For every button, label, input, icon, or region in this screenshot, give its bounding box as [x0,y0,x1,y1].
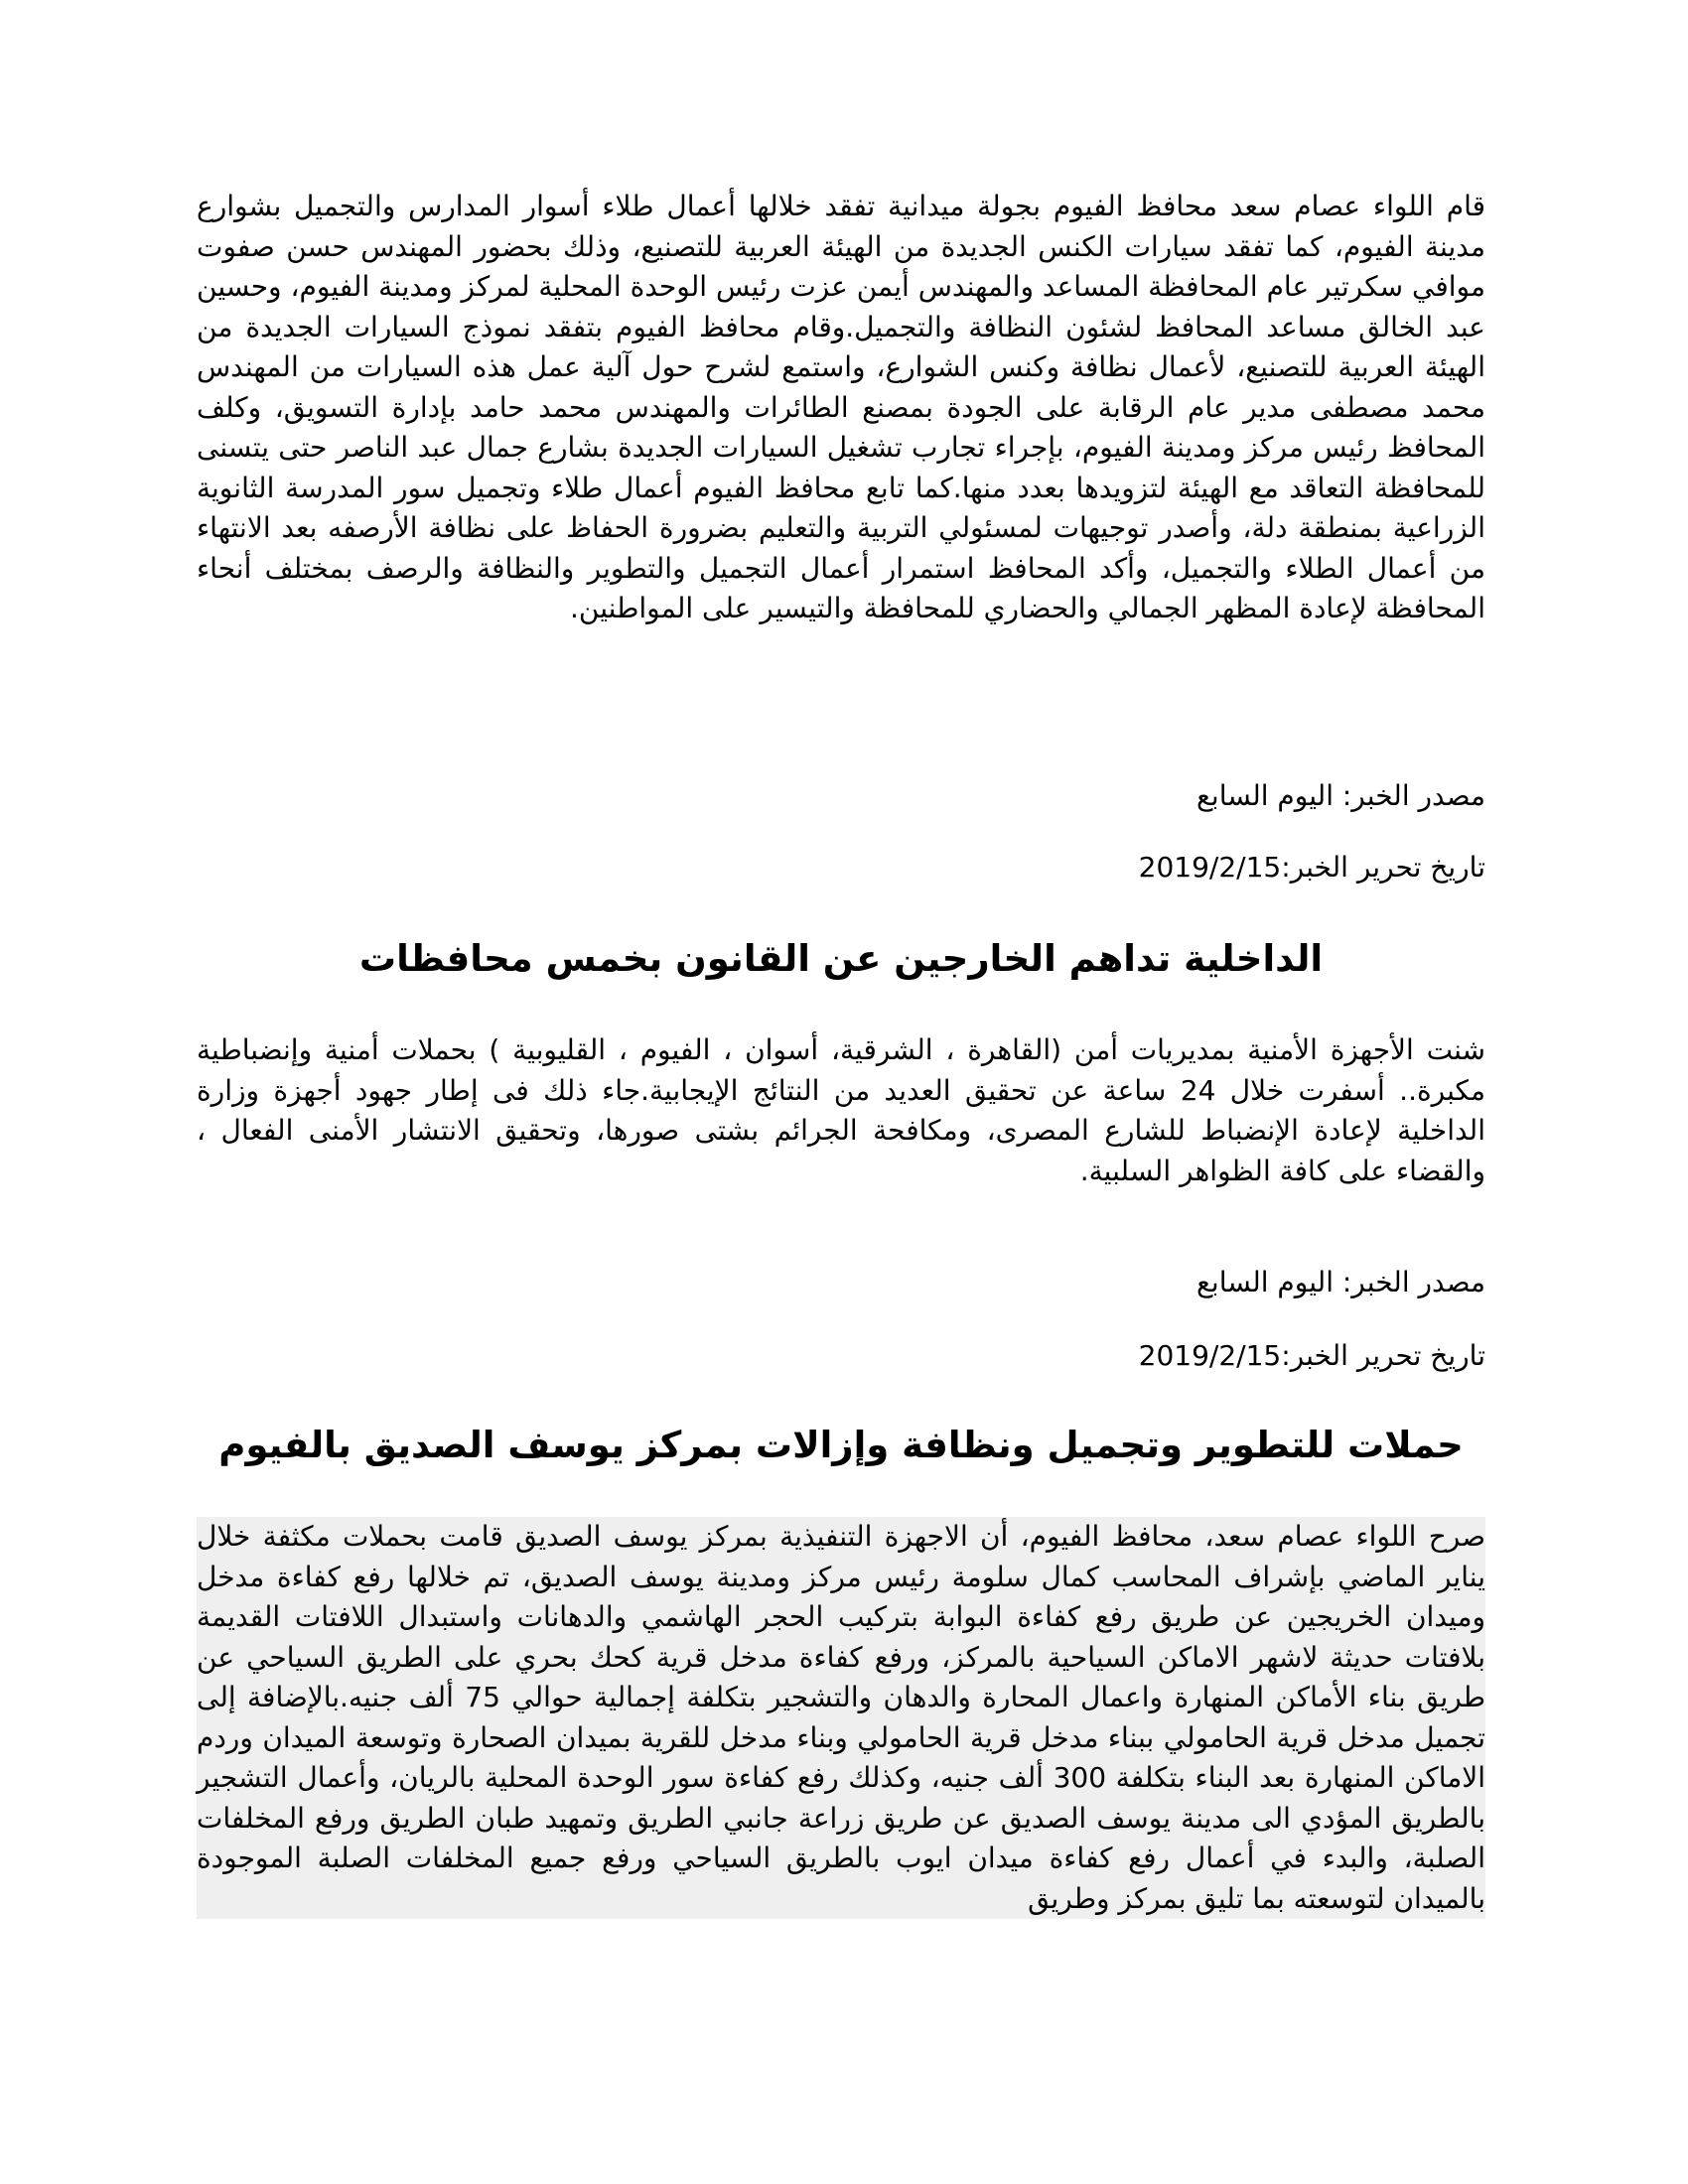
article-2-title: الداخلية تداهم الخارجين عن القانون بخمس محافظات [358,937,1324,980]
article-1-date: تاريخ تحرير الخبر:2019/2/15 [1138,851,1485,884]
article-2-date: تاريخ تحرير الخبر:2019/2/15 [1138,1339,1485,1372]
article-1-source: مصدر الخبر: اليوم السابع [1196,779,1485,812]
article-1-body: قام اللواء عصام سعد محافظ الفيوم بجولة ميدانية تفقد خلالها أعمال طلاء أسوار المدارس والتجميل بشوارع مدينة الفيوم، كما تفقد سيارات الكنس الجديدة من الهيئة العربية للتصنيع، وذلك بحضور المهندس حسن صفوت موافي سكرتير عام المحافظة المساعد والمهندس أيمن عزت رئيس الوحدة المحلية لمركز ومدينة الفيوم، وحسين عبد الخالق مساعد المحافظ لشئون النظافة والتجميل.وقام محافظ الفيوم بتفقد نموذج السيارات الجديدة من الهيئة العربية للتصنيع، لأعمال نظافة وكنس الشوارع، واستمع لشرح حول آلية عمل هذه السيارات من المهندس محمد مصطفى مدير عام الرقابة على الجودة بمصنع الطائرات والمهندس محمد حامد بإدارة التسويق، وكلف المحافظ رئيس مركز ومدينة الفيوم، بإجراء تجارب تشغيل السيارات الجديدة بشارع جمال عبد الناصر حتى يتسنى للمحافظة التعاقد مع الهيئة لتزويدها بعدد منها.كما تابع محافظ الفيوم أعمال طلاء وتجميل سور المدرسة الثانوية الزراعية بمنطقة دلة، وأصدر توجيهات لمسئولي التربية والتعليم بضرورة الحفاظ على نظافة الأرصفه بعد الانتهاء من أعمال الطلاء والتجميل، وأكد المحافظ استمرار أعمال التجميل والتطوير والنظافة والرصف بمختلف أنحاء المحافظة لإعادة المظهر الجمالي والحضاري للمحافظة والتيسير على المواطنين. [197,190,1485,624]
article-3-title: حملات للتطوير وتجميل ونظافة وإزالات بمركز يوسف الصديق بالفيوم [218,1424,1464,1466]
article-2-body: شنت الأجهزة الأمنية بمديريات أمن (القاهرة ، الشرقية، أسوان ، الفيوم ، القليوبية ) بحملات أمنية وإنضباطية مكبرة.. أسفرت خلال 24 ساعة عن تحقيق العديد من النتائج الإيجابية.جاء ذلك فى إطار جهود أجهزة وزارة الداخلية لإعادة الإنضباط للشارع المصرى، ومكافحة الجرائم بشتى صورها، وتحقيق الانتشار الأمنى الفعال ، والقضاء على كافة الظواهر السلبية. [197,1033,1485,1187]
article-3-body: صرح اللواء عصام سعد، محافظ الفيوم، أن الاجهزة التنفيذية بمركز يوسف الصديق قامت بحملات مكثفة خلال يناير الماضي بإشراف المحاسب كمال سلومة رئيس مركز ومدينة يوسف الصديق، تم خلالها رفع كفاءة مدخل وميدان الخريجين عن طريق رفع كفاءة البوابة بتركيب الحجر الهاشمي والدهانات واستبدال اللافتات القديمة بلافتات حديثة لاشهر الاماكن السياحية بالمركز، ورفع كفاءة مدخل قرية كحك بحري على الطريق السياحي عن طريق بناء الأماكن المنهارة واعمال المحارة والدهان والتشجير بتكلفة إجمالية حوالي 75 ألف جنيه.بالإضافة إلى تجميل مدخل قرية الحامولي ببناء مدخل قرية الحامولي وبناء مدخل للقرية بميدان الصحارة وتوسعة الميدان وردم الاماكن المنهارة بعد البناء بتكلفة 300 ألف جنيه، وكذلك رفع كفاءة سور الوحدة المحلية بالريان، وأعمال التشجير بالطريق المؤدي الى مدينة يوسف الصديق عن طريق زراعة جانبي الطريق وتمهيد طبان الطريق ورفع المخلفات الصلبة، والبدء في أعمال رفع كفاءة ميدان ايوب بالطريق السياحي ورفع جميع المخلفات الصلبة الموجودة بالميدان لتوسعته بما تليق بمركز وطريق [197,1517,1485,1919]
article-2-source: مصدر الخبر: اليوم السابع [1196,1266,1485,1298]
